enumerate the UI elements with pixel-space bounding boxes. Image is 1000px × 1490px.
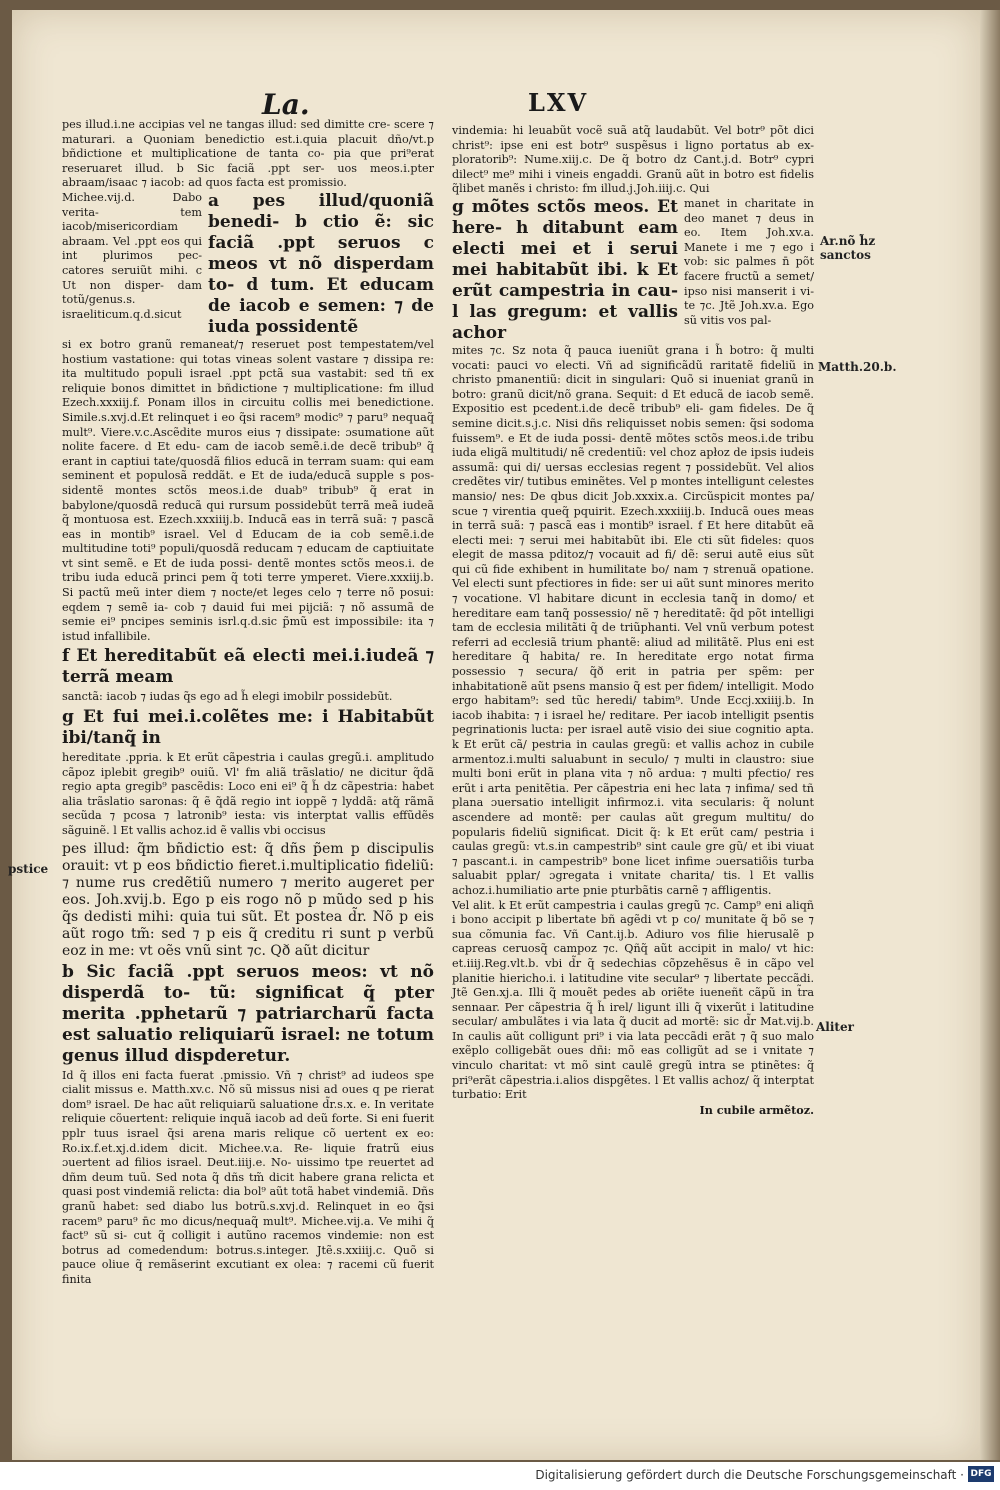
dfg-logo-icon: DFG (968, 1466, 994, 1482)
left-bible-3: pes illud: q̃m bñdictio est: q̃ dñs p̃em p discipulis orauit: vt p eos bñdictio fieret.i.multiplicatio fideliũ: ⁊ nume rus credẽtiũ numero ⁊ merito augeret per eos. Joh.xvij.b. Ego p eis rogo nõ p mũdo sed p his q̃s dedisti mihi: quia tui sũt. Et postea d̃r. Nõ p eis aũt rogo tm̃: sed ⁊ p eis q̃ creditu ri sunt p verbũ eoz in me: vt oẽs vnũ sint ⁊c. Qð aũt dicitur (62, 840, 434, 959)
margin-note-top-right: Ar.nõ h̃z sanctos (820, 234, 876, 262)
right-bible-box: g mõtes sctõs meos. Et here- h ditabunt eam electi mei et i serui mei habitabũt ibi. k Et erũt campestria in cau- l las gregum: et vallis achor (452, 196, 678, 343)
margin-note-matth: Matth.20.b. (818, 360, 897, 374)
right-gloss-wrap: manet in charitate in deo manet ⁊ deus in eo. Item Joh.xv.a. Manete i me ⁊ ego i vob: sic palmes n̄ põt facere fructũ a semet/ ipso nisi manserit i vi- te ⁊c. Jtẽ Joh.xv.a. Ego sũ vitis vos pal- (684, 196, 814, 327)
left-body-3: hereditate .ppria. k Et erũt cãpestria i caulas gregũ.i. amplitudo cãpoz iplebit gregib⁹ ouiũ. Vl' fm aliã trãslatio/ ne dicitur q̃dã regio apta gregib⁹ pascẽdis: Loco eni ei⁹ q̃ h̃ dz cãpestria: habet alia trãslatio saronas: q̃ ẽ q̃dã regio int ioppẽ ⁊ lyddã: atq̃ rãmã secũda ⁊ pcosa ⁊ latronib⁹ iesta: vis interptat vallis effũdẽs sãguinẽ. l Et vallis achoz.id ẽ vallis vbi occisus (62, 751, 434, 837)
left-column (62, 118, 434, 1288)
footer-text: Digitalisierung gefördert durch die Deutsche Forschungsgemeinschaft · (535, 1468, 964, 1482)
margin-note-aliter: Aliter (816, 1020, 854, 1034)
margin-note-left: pstice (8, 862, 49, 876)
left-bible-1: f Et hereditabũt eã electi mei.i.iudeã ⁊ terrã meam (62, 646, 434, 688)
left-bible-4: b Sic faciã .ppt seruos meos: vt nõ disperdã to- tũ: significat q̃ pter merita .pphetarũ ⁊ patriarcharũ facta est saluatio reliquiarũ israel: ne totum genus illud dispderetur. (62, 961, 434, 1066)
running-head-right: LXV (528, 88, 589, 117)
right-column (452, 124, 814, 1117)
left-body-2: sanctã: iacob ⁊ iudas q̃s ego ad h̃ elegi imobilr possidebũt. (62, 690, 393, 704)
left-bible-box: a pes illud/quoniã benedi- b ctio ẽ: sic faciã .ppt seruos c meos vt nõ disperdam to- d tum. Et educam de iacob e semen: ⁊ de iuda possidentẽ (208, 190, 434, 337)
running-head-left: La. (262, 88, 310, 121)
left-bible-2: g Et fui mei.i.colẽtes me: i Habitabũt ibi/tanq̃ in (62, 707, 434, 749)
left-body-4: Id q̃ illos eni facta fuerat .pmissio. Vñ ⁊ christ⁹ ad iudeos spe cialit missus e. Matth.xv.c. Nõ sũ missus nisi ad oues q pe rierat dom⁹ israel. De hac aũt reliquiarũ saluatione d̃r.s.x. e. In veritate reliquie cõuertent: reliquie inquã iacob ad deũ forte. Si eni fuerit pplr tuus israel q̃si arena maris relique cõ uertent ex eo: Ro.ix.f.et.xj.d.idem dicit. Michee.v.a. Re- liquie fratrũ eius ɔuertent ad filios israel. Deut.iiij.e. No- uissimo tpe reuertet ad dñm deum tuũ. Sed nota q̃ dñs tm̃ dicit habere grana relicta et quasi post vindemiã relicta: dia bol⁹ aũt totã habet vindemiã. Dñs granũ habet: sed diabo lus botrũ.s.xvj.d. Relinquet in eo q̃si racem⁹ paru⁹ n̄c mo dicus/nequaq̃ mult⁹. Michee.vij.a. Ve mihi q̃ fact⁹ sũ si- cut q̃ colligit i autũno racemos vindemie: non est botrus ad comedendum: botrus.s.integer. Jtẽ.s.xxiiij.c. Quõ si pauce oliue q̃ remãserint excutiant ex olea: ⁊ racemi cũ fuerit finita (62, 1068, 434, 1286)
right-body-2: Vel alit. k Et erũt campestria i caulas gregũ ⁊c. Camp⁹ eni aliqñ i bono accipit p libertate bñ agẽdi vt p co/ munitate q̃ bõ se ⁊ sua cõmunia fac. Vñ Cant.ij.b. Adiuro vos filie hierusalẽ p capreas ceruosq̃ campoz ⁊c. Qñq̃ aũt accipit in malo/ vt hic: et.iiij.Reg.vlt.b. vbi d̃r q̃ sedechias cõpzehẽsus ẽ in cãpo vel planitie hiericho.i. i latitudine vite secular⁹ ⁊ libertate peccãdi. Jtẽ Gen.xj.a. Illi q̃ mouẽt pedes ab oriẽte iueneñt cãpũ in t̃ra sennaar. Per cãpestria q̃ h̃ irel/ ligunt illi q̃ vixerũt i latitudine secular/ ambulãtes i via lata q̃ ducit ad mortẽ: sic d̃r Mat.vij.b. In caulis aũt colligunt pri⁹ i via lata peccãdi erãt ⁊ q̃ suo malo exẽplo colligebãt oues dñi: mõ eas colligũt ad se i vnitate ⁊ vinculo charitat: vt mõ sint caulẽ gregũ intra se ptinẽtes: q̃ pri⁹erãt cãpestria.i.alios dispgẽtes. l Et vallis achoz/ q̃ interptat turbatio: Erit (452, 898, 814, 1102)
left-body-1: si ex botro granũ remaneat/⁊ reseruet post tempestatem/vel hostium vastatione: qui totas vineas solent vastare ⁊ dissipa re: ita multitudo populi israel .ppt pctã sua vastabit: sed tñ ex reliquie bonos dimittet in bñdictione ⁊ multiplicatione: fm illud Ezech.xxxiij.f. Ponam illos in circuitu collis mei benedictione. Simile.s.xvj.d.Et relinquet i eo q̃si racem⁹ modic⁹ ⁊ paru⁹ nequaq̃ mult⁹. Viere.v.c.Ascẽdite muros eius ⁊ dissipate: ɔsumatione aũt nolite facere. d Et edu- cam de iacob semẽ.i.de decẽ tribub⁹ q̃ erant in captiui tate/quosdã filios educã in terram suam: qui eam seminent et populosã reddãt. e Et de iuda/educã supple s pos- sidentẽ montes sctõs meos.i.de duab⁹ tribub⁹ q̃ erat in babylone/quosdã reducã qui rursum possidebũt terrã meã iudeã q̃ montuosa est. Ezech.xxxiiij.b. Inducã eas in terrã suã: ⁊ pascã eas in montib⁹ israel. Vel d Educam de ia cob semẽ.i.de multitudine toti⁹ populi/quosdã reducam ⁊ educam de captiuitate vt sint semẽ. e Et de iuda possi- dentẽ montes sctõs meos.i. de tribu iuda educã princi pem q̃ toti terre ymperet. Viere.xxxiij.b. Si pactũ meũ inter diem ⁊ nocte/et leges celo ⁊ terre nõ posui: eqdem ⁊ semẽ ia- cob ⁊ dauid fui mei pijciã: ⁊ nõ assumã de semie ei⁹ pncipes seminis isrl.q.d.sic p̃mũ est impossibile: ita ⁊ istud infallibile. (62, 337, 434, 643)
left-intro: pes illud.i.ne accipias vel ne tangas illud: sed dimitte cre- scere ⁊ maturari. a Quoniam benedictio est.i.quia placuit dño/vt.p bñdictione et multiplicatione de tanta co- pia que pri⁹erat reseruaret illud. b Sic faciã .ppt ser- uos meos.i.pter abraam/isaac ⁊ iacob: ad quos facta est promissio. (62, 118, 434, 190)
left-gloss-wrap: Michee.vij.d. Dabo verita- tem iacob/misericordiam abraam. Vel .ppt eos qui int plurimos pec- catores seruiũt mihi. c Ut non disper- dam totũ/genus.s. israeliticum.q.d.sicut (62, 190, 202, 321)
footer-bar (0, 1462, 1000, 1490)
right-intro: vindemia: hi leuabũt vocẽ suã atq̃ laudabũt. Vel botr⁹ põt dici christ⁹: ipse eni est botr⁹ suspẽsus i ligno portatus ab ex- ploratorib⁹: Nume.xiij.c. De q̃ botro dz Cant.j.d. Botr⁹ cypri dilect⁹ me⁹ mihi i vineis engaddi. Granũ aũt in botro est fidelis q̃libet manẽs i christo: fm illud.j.Joh.iiij.c. Qui (452, 124, 814, 196)
catchword: In cubile armẽtoz. (699, 1102, 814, 1117)
right-body-1: mites ⁊c. Sz nota q̃ pauca iueniũt grana i h̃ botro: q̃ multi vocati: pauci vo electi. Vñ ad significãdũ raritatẽ fideliũ in christo pmanentiũ: dicit in singulari: Quõ si inueniat granũ in botro: granũ dicit/nõ grana. Sequit: d Et educã de iacob semẽ. Expositio est pcedent.i.de decẽ tribub⁹ eli- gam fideles. De q̃ semine dicit.s.j.c. Nisi dñs reliquisset nobis semen: q̃si sodoma fuissem⁹. e Et de iuda possi- dentẽ mõtes sctõs meos.i.de tribu iuda eligã multitudi/ nẽ credentiũ: vel choz apłoz de ipsis iudeis assumã: qui di/ uersas ecclesias regent ⁊ possidebũt. Vel alios credẽtes vir/ tutibus eminẽtes. Vel p montes intelligunt celestes mansio/ nes: De qbus dicit Job.xxxix.a. Circũspicit montes pa/ scue ⁊ virentia queq̃ pquirit. Ezech.xxxiiij.b. Inducã oues meas in terrã suã: ⁊ pascã eas i montib⁹ israel. f Et here ditabũt eã electi mei: ⁊ serui mei habitabũt ibi. Ele cti sũt fideles: quos elegit de massa pditoz/⁊ vocauit ad fi/ dẽ: serui autẽ eius sũt qui cũ fide exhibent in humilitate bo/ nam ⁊ strenuã opatione. Vel electi sunt pfectiores in fide: ser ui aũt sunt minores merito ⁊ vocatione. Vl habitare dicunt in ecclesia tanq̃ in domo/ et hereditare eam tanq̃ possessio/ nẽ ⁊ hereditatẽ: q̃d põt intelligi tam de ecclesia militãti q̃ de triũphanti. Vel vnũ verbum potest referri ad ecclesiã trium phantẽ: aliud ad militãtẽ. Plus eni est hereditare q̃ habita/ re. In hereditate ergo notat firma possessio ⁊ secura/ q̃ð erit in patria per spẽm: per inhabitationẽ aũt psens mansio q̃ est per fidem/ intelligit. Modo ergo habitam⁹: sed tũc heredi/ tabim⁹. Unde Eccj.xxiiij.b. In iacob ihabita: ⁊ i israel he/ reditare. Per iacob intelligit psentis pegrinationis lucta: per israel autẽ visio dei siue cognitio apta. k Et erũt cã/ pestria in caulas gregũ: et vallis achoz in cubile armentoz.i.multi saluabunt in seculo/ ⁊ multi in claustro: siue multi boni erũt in plana vita ⁊ nõ ardua: ⁊ multi pfectio/ res erũt i arta penitẽtia. Per cãpestria eni hec lata ⁊ infima/ sed tñ plana ɔuersatio intelligit infirmoz.i. vita secularis: q̃ nolunt ascendere ad montẽ: per caulas aũt gregum multitu/ do popularis fideliũ significat. Dicit q̃: k Et erũt cam/ pestria i caulas gregũ: vt.s.in campestrib⁹ sint caule gre gũ/ et ibi viuat ⁊ pascant.i. in campestrib⁹ bone licet infime ɔuersatiõis turba saluabit pplar/ ɔgregata i vnitate charita/ tis. l Et vallis achoz.i.humiliatio arte pnie pturbãtis carnẽ ⁊ affligentis. (452, 343, 814, 897)
page-edge (980, 10, 1000, 1460)
